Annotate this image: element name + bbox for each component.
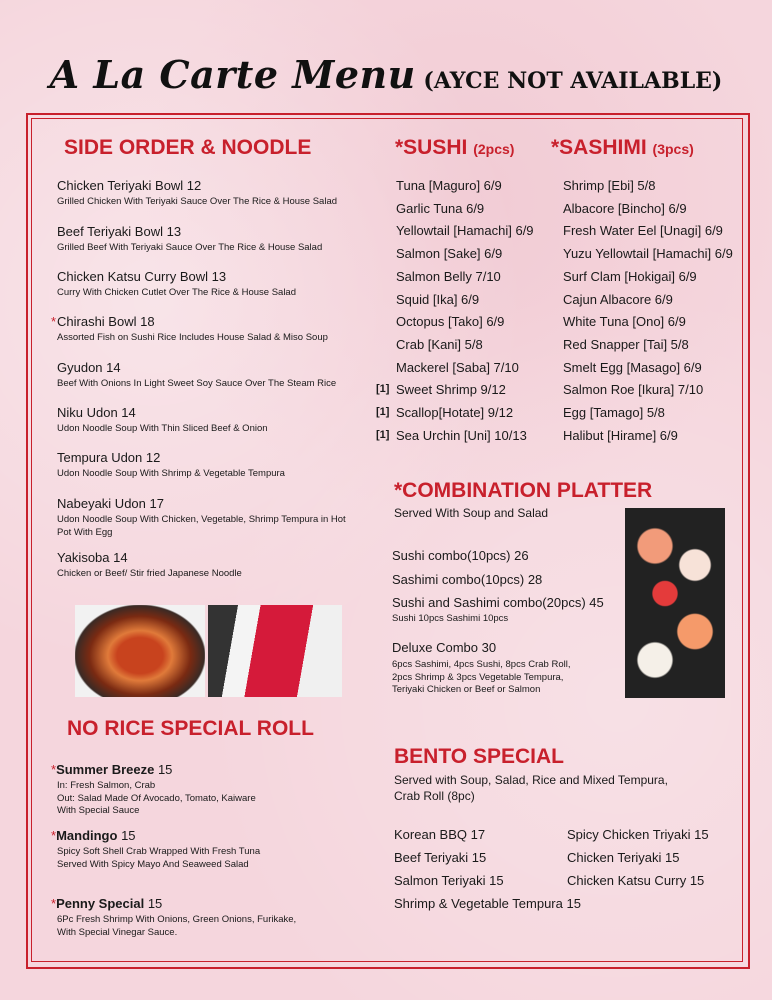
combo-item-desc: Sushi 10pcs Sashimi 10pcs [392, 613, 509, 624]
roll-desc-line: In: Fresh Salmon, Crab [57, 780, 156, 791]
menu-title: A La Carte Menu [49, 52, 416, 97]
sushi-item: Octopus [Tako] 6/9 [396, 314, 505, 330]
sushi-heading [395, 136, 514, 160]
sushi-tag: [1] [376, 428, 390, 441]
item-desc: Udon Noodle Soup With Shrimp & Vegetable Tempura [57, 468, 285, 479]
sashimi-heading-pcs: (3pcs) [652, 141, 694, 157]
item-desc: Grilled Beef With Teriyaki Sauce Over The Rice & House Salad [57, 242, 323, 253]
sushi-platter-photo [625, 508, 725, 698]
sushi-item: Sweet Shrimp 9/12 [396, 382, 506, 398]
item-desc: Assorted Fish on Sushi Rice Includes House Salad & Miso Soup [57, 332, 328, 343]
item-name: Chicken Teriyaki Bowl 12 [57, 178, 202, 193]
deluxe-desc-line: 6pcs Sashimi, 4pcs Sushi, 8pcs Crab Roll, [392, 659, 571, 670]
bento-subtitle-1: Served with Soup, Salad, Rice and Mixed Tempura, [394, 773, 668, 787]
sashimi-item: Egg [Tamago] 5/8 [563, 405, 665, 420]
bento-item: Salmon Teriyaki 15 [394, 873, 504, 888]
side-order-heading: SIDE ORDER & NOODLE [64, 136, 312, 159]
item-desc: Grilled Chicken With Teriyaki Sauce Over The Rice & House Salad [57, 196, 338, 207]
item-name: Gyudon 14 [57, 360, 121, 375]
combo-item: Sushi and Sashimi combo(20pcs) 45 [392, 595, 604, 610]
roll-desc-line: Spicy Soft Shell Crab Wrapped With Fresh Tuna [57, 846, 261, 857]
combo-item: Sashimi combo(10pcs) 28 [392, 572, 543, 587]
sashimi-item: Surf Clam [Hokigai] 6/9 [563, 268, 697, 284]
sashimi-heading-text: *SASHIMI [551, 136, 647, 159]
bento-item: Chicken Katsu Curry 15 [567, 873, 705, 888]
bento-item: Chicken Teriyaki 15 [567, 850, 680, 865]
roll-price: 15 [154, 762, 173, 777]
bento-heading: BENTO SPECIAL [394, 745, 564, 768]
roll-price: 15 [144, 896, 163, 911]
sushi-tag: [1] [376, 383, 390, 396]
roll-desc-line: Out: Salad Made Of Avocado, Tomato, Kaiware [57, 792, 256, 804]
item-name: Chicken Katsu Curry Bowl 13 [57, 269, 227, 284]
item-name: Yakisoba 14 [57, 550, 128, 565]
sashimi-item: Cajun Albacore 6/9 [563, 291, 673, 307]
item-star: * [51, 314, 57, 329]
menu-subtitle: (AYCE NOT AVAILABLE) [415, 68, 723, 94]
roll-star: * [51, 828, 57, 843]
sushi-item: Squid [Ika] 6/9 [396, 291, 480, 307]
roll-desc-line: With Special Vinegar Sauce. [57, 926, 178, 938]
roll-desc-line: Served With Spicy Mayo And Seaweed Salad [57, 858, 249, 870]
roll-price: 15 [117, 828, 136, 843]
sashimi-item: Salmon Roe [Ikura] 7/10 [563, 382, 704, 398]
item-desc: Udon Noodle Soup With Chicken, Vegetable, Shrimp Tempura in Hot [57, 514, 346, 525]
combo-heading: *COMBINATION PLATTER [394, 479, 653, 502]
no-rice-heading: NO RICE SPECIAL ROLL [67, 717, 314, 740]
sushi-item: Scallop[Hotate] 9/12 [396, 405, 514, 420]
sashimi-item: Smelt Egg [Masago] 6/9 [563, 359, 702, 375]
sushi-item: Mackerel [Saba] 7/10 [396, 359, 519, 375]
tuna-roll-photo [208, 605, 342, 697]
sushi-heading-text: *SUSHI [395, 136, 468, 159]
sashimi-item: Red Snapper [Tai] 5/8 [563, 336, 689, 352]
combo-subtitle: Served With Soup and Salad [394, 506, 549, 520]
bento-item: Beef Teriyaki 15 [394, 850, 487, 865]
sushi-heading-pcs: (2pcs) [473, 141, 515, 157]
roll-name: Summer Breeze [56, 762, 155, 777]
sushi-item: Tuna [Maguro] 6/9 [396, 178, 502, 193]
sashimi-item: Albacore [Bincho] 6/9 [563, 200, 687, 216]
item-name: Niku Udon 14 [57, 405, 136, 420]
sashimi-item: Halibut [Hirame] 6/9 [563, 427, 678, 443]
roll-name: Penny Special [56, 896, 145, 911]
roll-desc-line: With Special Sauce [57, 805, 140, 816]
sushi-tag: [1] [376, 406, 390, 418]
sushi-item: Garlic Tuna 6/9 [396, 200, 485, 216]
roll-title [51, 762, 172, 777]
sashimi-item: Fresh Water Eel [Unagi] 6/9 [563, 223, 723, 239]
item-name: Beef Teriyaki Bowl 13 [57, 224, 182, 239]
roll-name: Mandingo [56, 828, 118, 843]
sashimi-item: White Tuna [Ono] 6/9 [563, 314, 686, 330]
sushi-item: Sea Urchin [Uni] 10/13 [396, 427, 527, 443]
bento-item: Spicy Chicken Triyaki 15 [567, 827, 709, 842]
bento-item: Korean BBQ 17 [394, 827, 486, 842]
roll-desc-line: 6Pc Fresh Shrimp With Onions, Green Onions, Furikake, [57, 914, 297, 925]
item-name: Chirashi Bowl 18 [57, 314, 155, 329]
sashimi-item: Yuzu Yellowtail [Hamachi] 6/9 [563, 246, 733, 262]
deluxe-desc-line: Teriyaki Chicken or Beef or Salmon [392, 684, 541, 695]
deluxe-desc-line: 2pcs Shrimp & 3pcs Vegetable Tempura, [392, 671, 564, 683]
bento-item: Shrimp & Vegetable Tempura 15 [394, 896, 581, 911]
sushi-item: Salmon [Sake] 6/9 [396, 246, 503, 262]
item-desc: Udon Noodle Soup With Thin Sliced Beef & Onion [57, 423, 268, 434]
roll-title [51, 828, 136, 843]
item-desc-line2: Pot With Egg [57, 527, 113, 538]
roll-star: * [51, 896, 57, 911]
combo-item: Sushi combo(10pcs) 26 [392, 548, 529, 563]
roll-star: * [51, 762, 57, 777]
item-desc: Beef With Onions In Light Sweet Soy Sauce Over The Steam Rice [57, 378, 337, 389]
item-desc: Chicken or Beef/ Stir fried Japanese Noodle [57, 568, 242, 579]
sashimi-heading [551, 136, 694, 160]
roll-title [51, 896, 162, 911]
sushi-item: Crab [Kani] 5/8 [396, 336, 483, 352]
page-title [0, 52, 772, 97]
item-name: Nabeyaki Udon 17 [57, 496, 164, 511]
deluxe-combo-name: Deluxe Combo 30 [392, 640, 497, 655]
sushi-item: Yellowtail [Hamachi] 6/9 [396, 223, 534, 239]
bento-subtitle-2: Crab Roll (8pc) [394, 789, 475, 803]
sushi-item: Salmon Belly 7/10 [396, 268, 501, 284]
item-desc: Curry With Chicken Cutlet Over The Rice & House Salad [57, 287, 296, 298]
sashimi-item: Shrimp [Ebi] 5/8 [563, 178, 656, 193]
salmon-bowl-photo [75, 605, 205, 697]
item-name: Tempura Udon 12 [57, 450, 161, 465]
